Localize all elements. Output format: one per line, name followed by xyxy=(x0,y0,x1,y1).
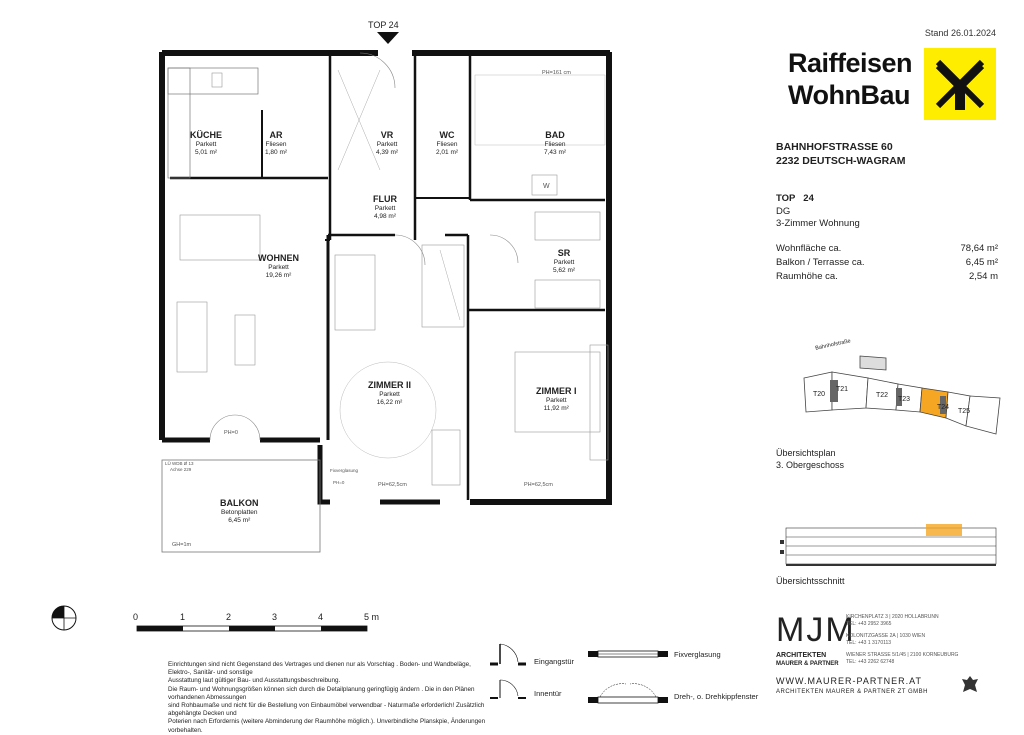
room-wc: WC Fliesen 2,01 m² xyxy=(436,130,459,156)
legend-entrance: Eingangstür xyxy=(534,657,575,666)
note-ph-625-a: PH=62,5cm xyxy=(378,482,407,488)
address-street: BAHNHOFSTRASSE 60 xyxy=(776,141,893,153)
note-gh: GH=1m xyxy=(172,542,192,548)
area-row: Raumhöhe ca. 2,54 m xyxy=(776,271,998,282)
room-balkon: BALKON Betonplatten 6,45 m² xyxy=(220,498,259,524)
legend-interior: Innentür xyxy=(534,689,562,698)
scale-bar xyxy=(135,624,375,636)
note-ph0-b: PH=0 xyxy=(333,480,345,485)
overview-unit-t21: T21 xyxy=(836,386,849,393)
architect-full: ARCHITEKTEN MAURER & PARTNER ZT GMBH xyxy=(776,689,929,695)
legend-tilt: Dreh-, o. Drehkippfenster xyxy=(674,692,759,701)
note-lu: LÜ WDB Ø 13 xyxy=(165,461,194,466)
raiffeisen-crossed-horses-icon xyxy=(924,48,996,120)
revision-date: Stand 26.01.2024 xyxy=(924,28,996,38)
architect-tel-2: TEL: +43 1 3170113 xyxy=(846,640,892,646)
scale-tick-4: 4 xyxy=(318,612,324,622)
entrance-door-icon xyxy=(488,640,528,668)
architect-tel-3: TEL: +43 2262 62748 xyxy=(846,659,895,665)
area-row: Balkon / Terrasse ca. 6,45 m² xyxy=(776,257,998,268)
scale-tick-5: 5 m xyxy=(364,612,380,622)
north-arrow-icon xyxy=(50,604,78,632)
raiffeisen-logo: Raiffeisen WohnBau xyxy=(788,48,998,120)
overview-unit-t23: T23 xyxy=(898,396,911,403)
overview-plan xyxy=(790,340,1010,440)
room-zimmer-2: ZIMMER II Parkett 16,22 m² xyxy=(368,380,411,406)
overview-unit-t20: T20 xyxy=(813,391,826,398)
note-ph0: PH=0 xyxy=(224,430,238,436)
scale-tick-0: 0 xyxy=(133,612,139,622)
interior-door-icon xyxy=(488,674,528,702)
room-bad: BAD Fliesen 7,43 m² xyxy=(544,130,567,156)
room-flur: FLUR Parkett 4,98 m² xyxy=(373,194,397,220)
room-wohnen: WOHNEN Parkett 19,26 m² xyxy=(258,253,299,279)
disclaimer-text: Einrichtungen sind nicht Gegenstand des Vertrages und dienen nur als Vorschlag . Boden- und Wandbeläge, Elektro-, Sanitär- und sonstige Ausstattung laut gültiger Bau- und Ausstattungsbeschreibung. Die Raum- und Wohnungsgrößen können sich durch die Detailplanung geringfügig ändern . Die in den Plänen vorhandenen Abmessungen sind Rohbaumaße und nicht für die Bestellung von Einbaumöbel verwendbar - Naturmaße erforderlich! Zusätzlich abgehängte Decken und Poterien nach Erfordernis (weitere Abminderung der Raumhöhe möglich.). Unverbindliche Planskpie, Änderungen vorbehalten. xyxy=(168,661,486,734)
unit-areas xyxy=(776,242,998,284)
note-w: W xyxy=(543,183,550,190)
fixed-glazing-icon xyxy=(588,648,668,660)
unit-type: 3-Zimmer Wohnung xyxy=(776,218,860,229)
area-row: Wohnfläche ca. 78,64 m² xyxy=(776,243,998,254)
architect-addr-3: WIENER STRASSE 5/1/45 | 2100 KORNEUBURG xyxy=(846,652,959,658)
note-ph-625-b: PH=62,5cm xyxy=(524,482,553,488)
scale-tick-2: 2 xyxy=(226,612,232,622)
tilt-window-icon xyxy=(588,682,668,706)
room-zimmer-1: ZIMMER I Parkett 11,92 m² xyxy=(536,386,577,412)
architect-tel-1: TEL: +43 2952 3965 xyxy=(846,621,892,627)
legend-fixed: Fixverglasung xyxy=(674,650,721,659)
architect-addr-1: KIRCHENPLATZ 3 | 2020 HOLLABRUNN xyxy=(846,614,939,620)
top-marker-label: TOP 24 xyxy=(368,20,399,30)
austria-eagle-icon xyxy=(960,674,980,696)
overview-unit-t22: T22 xyxy=(876,392,889,399)
note-ph-bad: PH=161 cm xyxy=(542,70,571,76)
room-kueche: KÜCHE Parkett 5,01 m² xyxy=(190,130,223,156)
note-achse: Achse 229 xyxy=(170,467,192,472)
section-caption: Übersichtsschnitt xyxy=(776,576,845,586)
architect-logo: MJM xyxy=(776,611,856,649)
overview-caption: Übersichtsplan 3. Obergeschoss xyxy=(776,448,845,470)
overview-unit-t25: T25 xyxy=(958,408,971,415)
unit-floor: DG xyxy=(776,205,791,217)
section-drawing xyxy=(776,520,1002,570)
address-city: 2232 DEUTSCH-WAGRAM xyxy=(776,155,906,167)
scale-tick-3: 3 xyxy=(272,612,278,622)
architect-name-2: MAURER & PARTNER xyxy=(776,661,839,667)
room-sr: SR Parkett 5,62 m² xyxy=(553,248,576,274)
architect-name-1: ARCHITEKTEN xyxy=(776,652,827,659)
room-vr: VR Parkett 4,39 m² xyxy=(376,130,399,156)
architect-addr-2: KOLONITZGASSE 2A | 1030 WIEN xyxy=(846,633,926,639)
room-ar: AR Fliesen 1,80 m² xyxy=(265,130,288,156)
unit-info: TOP 24 DG 3-Zimmer Wohnung xyxy=(776,193,860,229)
overview-street: Bahnhofstraße xyxy=(814,338,852,352)
project-address xyxy=(776,140,906,168)
overview-unit-t24: T24 xyxy=(937,404,950,411)
architect-block xyxy=(776,612,998,712)
note-fix: Fixverglasung xyxy=(330,468,359,473)
plan-legend xyxy=(488,640,764,710)
scale-tick-1: 1 xyxy=(180,612,186,622)
architect-web: WWW.MAURER-PARTNER.AT xyxy=(776,676,922,686)
